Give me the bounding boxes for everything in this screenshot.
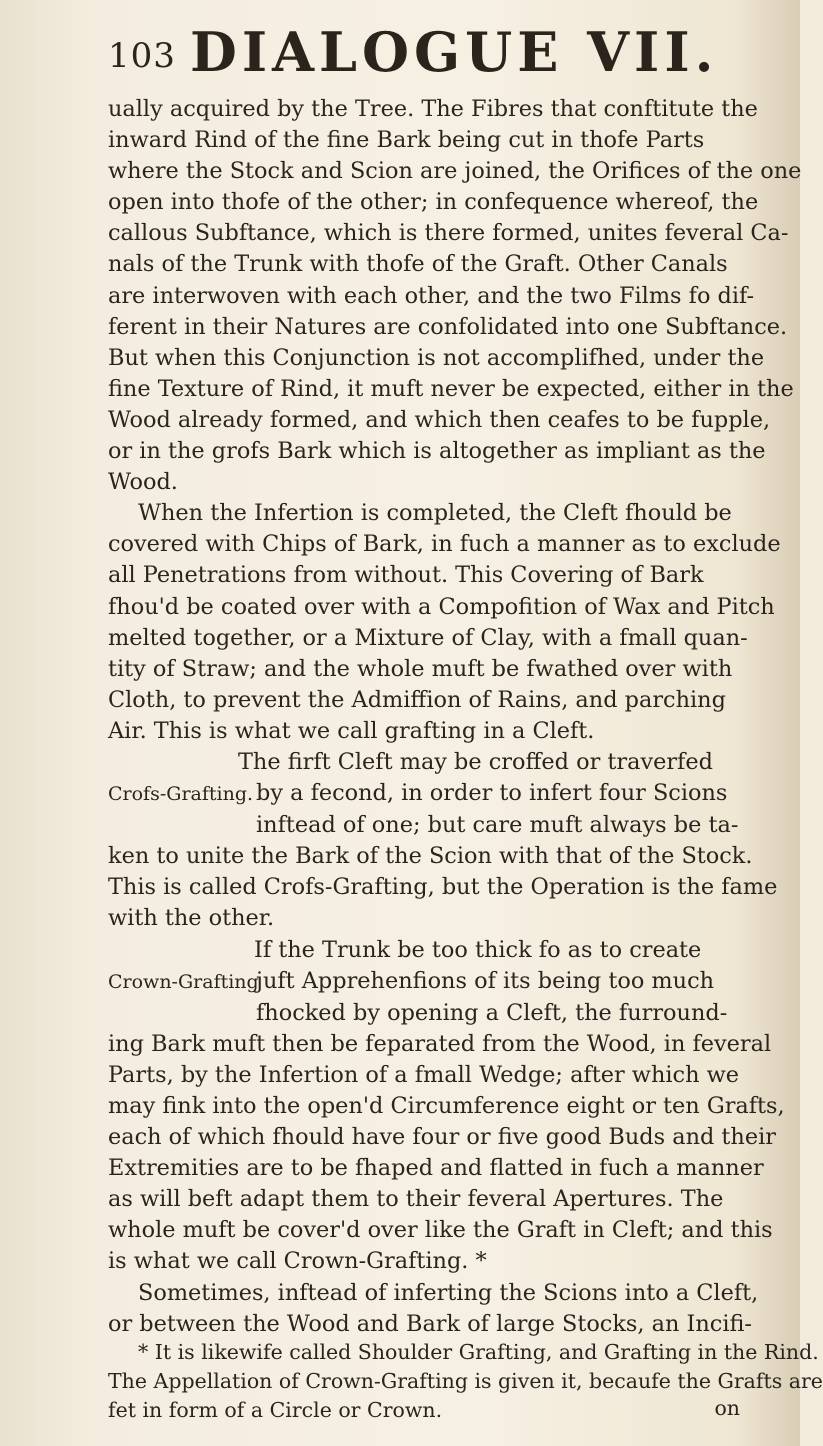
text-line: ferent in their Natures are confolidated into one Subftance. bbox=[108, 313, 788, 340]
text-line: inward Rind of the fine Bark being cut in thofe Parts bbox=[108, 127, 705, 154]
text-line: fhocked by opening a Cleft, the furround- bbox=[256, 999, 728, 1026]
text-line: with the other. bbox=[108, 905, 275, 932]
catchword: on bbox=[714, 1396, 740, 1420]
footnote-line: The Appellation of Crown-Grafting is given it, becaufe the Grafts are bbox=[108, 1369, 823, 1393]
text-line-with-side-note bbox=[108, 778, 748, 810]
text-line: Wood. bbox=[108, 469, 178, 496]
text-line: fhou'd be coated over with a Compofition of Wax and Pitch bbox=[108, 593, 775, 620]
text-line: whole muft be cover'd over like the Graft in Cleft; and this bbox=[108, 1217, 773, 1244]
text-line: ken to unite the Bark of the Scion with that of the Stock. bbox=[108, 843, 753, 870]
running-head: DIALOGUE VII. bbox=[190, 20, 719, 84]
text-line: When the Infertion is completed, the Cleft fhould be bbox=[138, 500, 732, 527]
text-line: Extremities are to be fhaped and flatted in fuch a manner bbox=[108, 1155, 764, 1182]
text-line: Parts, by the Infertion of a fmall Wedge; after which we bbox=[108, 1061, 740, 1088]
text-line: ing Bark muft then be feparated from the Wood, in feveral bbox=[108, 1030, 772, 1057]
text-line: nals of the Trunk with thofe of the Graft. Other Canals bbox=[108, 251, 728, 278]
text-line: inftead of one; but care muft always be ta- bbox=[256, 812, 739, 839]
footnote-line: fet in form of a Circle or Crown. bbox=[108, 1398, 443, 1422]
text-line: ually acquired by the Tree. The Fibres that conftitute the bbox=[108, 96, 758, 122]
text-line: may fink into the open'd Circumference eight or ten Grafts, bbox=[108, 1093, 785, 1119]
text-line: callous Subftance, which is there formed, unites feveral Ca- bbox=[108, 220, 789, 247]
footnote-line: * It is likewife called Shoulder Grafting, and Grafting in the Rind. bbox=[138, 1340, 819, 1364]
page-header bbox=[108, 18, 748, 82]
text-line: all Penetrations from without. This Covering of Bark bbox=[108, 562, 704, 589]
text-line: each of which fhould have four or five good Buds and their bbox=[108, 1124, 776, 1151]
text-line: are interwoven with each other, and the two Films fo dif- bbox=[108, 282, 755, 309]
text-line-with-side-note bbox=[108, 966, 748, 998]
text-line: If the Trunk be too thick fo as to create bbox=[254, 936, 702, 963]
footnote bbox=[108, 1338, 823, 1425]
text-line: Wood already formed, and which then ceafes to be fupple, bbox=[108, 406, 771, 433]
text-line: Cloth, to prevent the Admiffion of Rains, and parching bbox=[108, 686, 726, 713]
text-line: where the Stock and Scion are joined, the Orifices of the one bbox=[108, 158, 802, 185]
text-line: fine Texture of Rind, it muft never be expected, either in the bbox=[108, 375, 794, 402]
text-line: But when this Conjunction is not accomplifhed, under the bbox=[108, 344, 765, 371]
text-line: or between the Wood and Bark of large Stocks, an Incifi- bbox=[108, 1310, 752, 1337]
text-line: is what we call Crown-Grafting. * bbox=[108, 1248, 487, 1275]
page-number: 103 bbox=[108, 36, 176, 76]
text-line: The firft Cleft may be croffed or traverfed bbox=[238, 748, 713, 775]
text-line: or in the grofs Bark which is altogether as impliant as the bbox=[108, 438, 766, 465]
text-line: covered with Chips of Bark, in fuch a manner as to exclude bbox=[108, 531, 781, 558]
text-line: Sometimes, inftead of inferting the Scions into a Cleft, bbox=[138, 1279, 759, 1306]
text-line: This is called Crofs-Grafting, but the Operation is the fame bbox=[108, 874, 778, 901]
text-line: by a fecond, in order to infert four Scions bbox=[256, 780, 728, 807]
side-note-cross-grafting: Crofs-Grafting. bbox=[108, 783, 254, 806]
body-text bbox=[108, 94, 802, 1340]
side-note-crown-grafting: Crown-Grafting bbox=[108, 970, 259, 993]
text-line: Air. This is what we call grafting in a Cleft. bbox=[108, 717, 595, 744]
text-line: open into thofe of the other; in confequence whereof, the bbox=[108, 189, 759, 216]
text-line: juft Apprehenfions of its being too much bbox=[256, 967, 715, 994]
text-line: melted together, or a Mixture of Clay, with a fmall quan- bbox=[108, 624, 748, 651]
text-line: as will beft adapt them to their feveral Apertures. The bbox=[108, 1186, 724, 1213]
text-line: tity of Straw; and the whole muft be fwathed over with bbox=[108, 655, 733, 682]
